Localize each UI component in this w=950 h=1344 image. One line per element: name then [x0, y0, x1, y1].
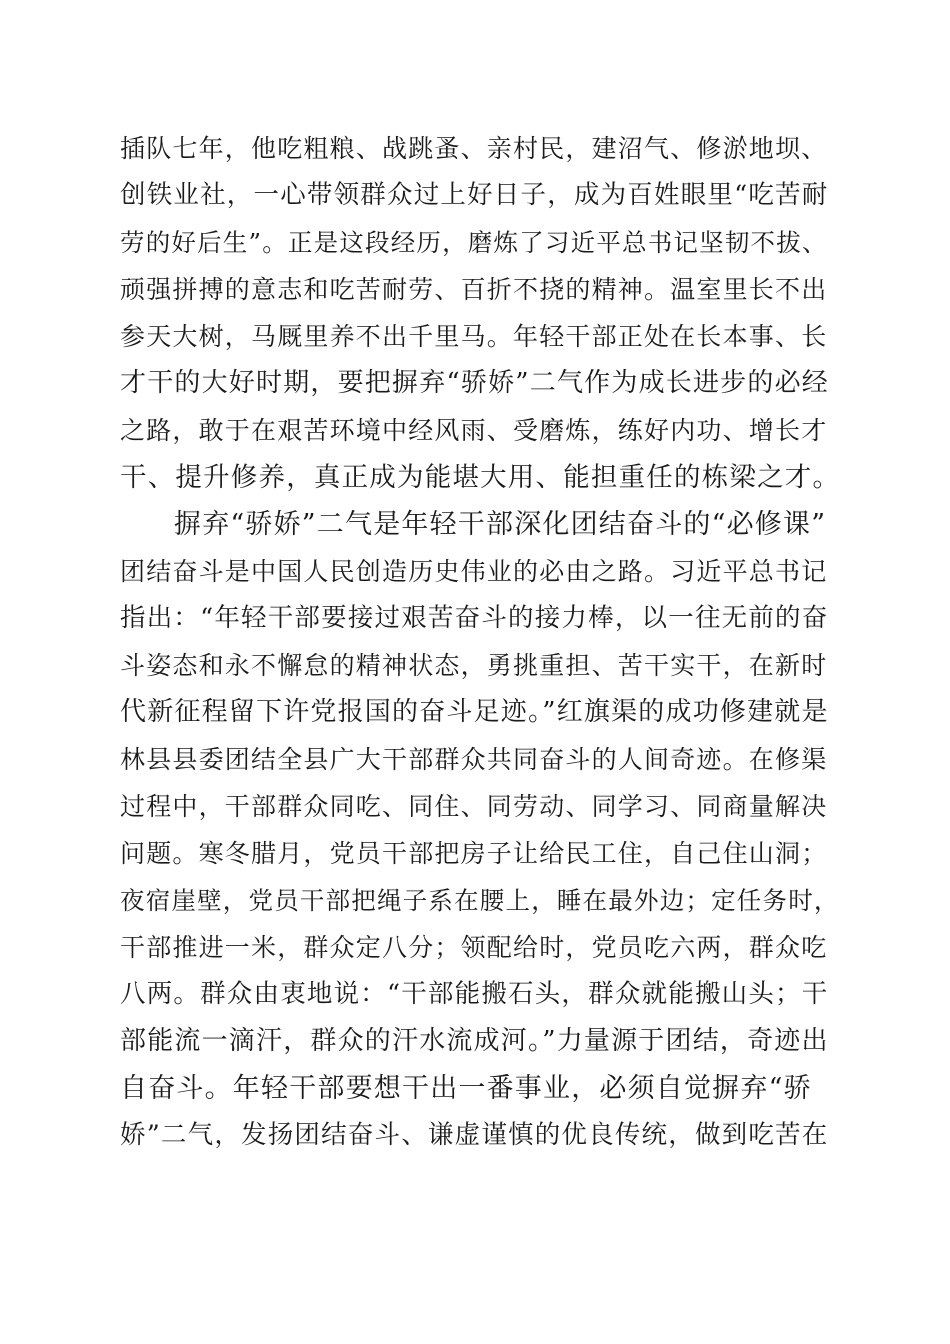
text-line: 自奋斗。年轻干部要想干出一番事业，必须自觉摒弃“骄	[120, 1073, 812, 1104]
text-line: 八两。群众由衷地说：“干部能搬石头，群众就能搬山头；干	[120, 979, 829, 1009]
paragraph-1	[120, 125, 840, 501]
text-line: 团结奋斗是中国人民创造历史伟业的必由之路。习近平总书记	[120, 557, 828, 586]
section-heading-line: 摒弃“骄娇”二气是年轻干部深化团结奋斗的“必修课”	[174, 509, 827, 540]
text-line: 代新征程留下许党报国的奋斗足迹。”红旗渠的成功修建就是	[120, 697, 829, 727]
text-line: 插队七年，他吃粗粮、战跳蚤、亲村民，建沼气、修淤地坝、	[120, 134, 828, 163]
text-line: 林县县委团结全县广大干部群众共同奋斗的人间奇迹。在修渠	[120, 745, 828, 774]
text-line: 部能流一滴汗，群众的汗水流成河。”力量源于团结，奇迹出	[120, 1026, 829, 1056]
text-line: 之路，敢于在艰苦环境中经风雨、受磨炼，练好内功、增长才	[120, 416, 828, 445]
text-line: 问题。寒冬腊月，党员干部把房子让给民工住，自己住山洞；	[120, 839, 828, 868]
text-line: 干部推进一米，群众定八分；领配给时，党员吃六两，群众吃	[120, 933, 828, 962]
text-line: 顽强拼搏的意志和吃苦耐劳、百折不挠的精神。温室里长不出	[120, 275, 828, 304]
text-line: 才干的大好时期，要把摒弃“骄娇”二气作为成长进步的必经	[120, 368, 829, 398]
text-line: 干、提升修养，真正成为能堪大用、能担重任的栋梁之才。	[120, 462, 841, 493]
text-line: 指出：“年轻干部要接过艰苦奋斗的接力棒，以一往无前的奋	[120, 603, 829, 633]
text-line: 娇”二气，发扬团结奋斗、谦虚谨慎的优良传统，做到吃苦在	[120, 1120, 829, 1150]
text-line: 夜宿崖壁，党员干部把绳子系在腰上，睡在最外边；定任务时，	[120, 886, 840, 915]
text-line: 过程中，干部群众同吃、同住、同劳动、同学习、同商量解决	[120, 792, 828, 821]
text-line: 劳的好后生”。正是这段经历，磨炼了习近平总书记坚韧不拔、	[120, 228, 828, 257]
text-line: 斗姿态和永不懈怠的精神状态，勇挑重担、苦干实干，在新时	[120, 651, 828, 680]
text-line: 参天大树，马厩里养不出千里马。年轻干部正处在长本事、长	[120, 322, 828, 351]
text-line: 创铁业社，一心带领群众过上好日子，成为百姓眼里“吃苦耐	[120, 180, 829, 210]
paragraph-2	[120, 501, 840, 1159]
